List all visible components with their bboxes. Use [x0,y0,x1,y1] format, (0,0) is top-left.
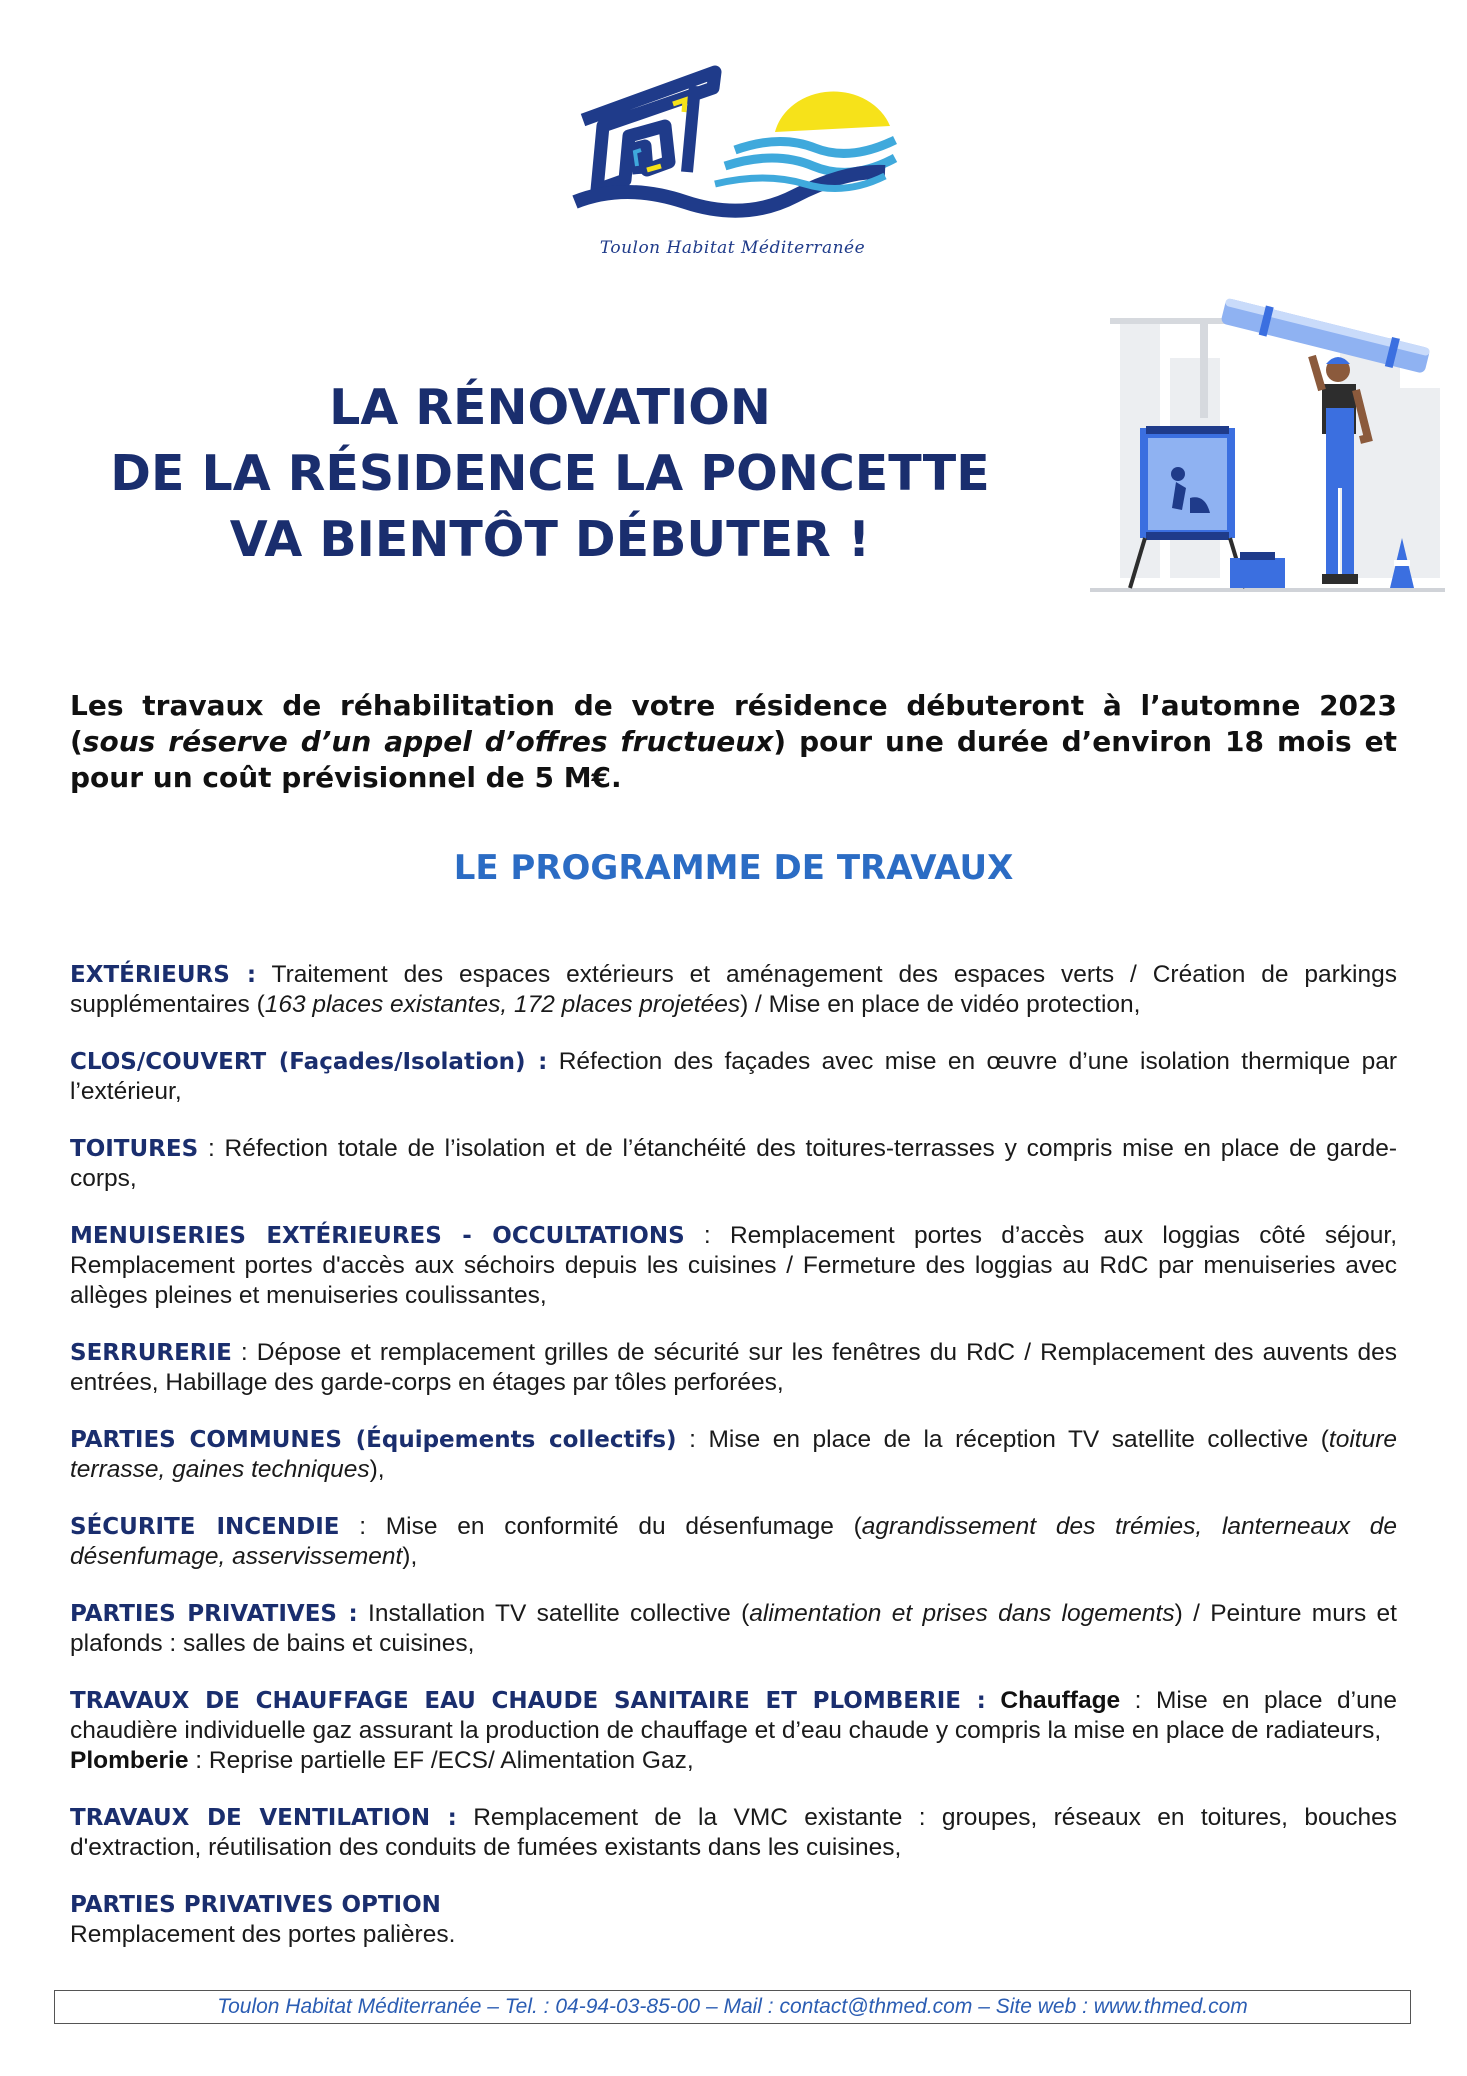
item-parties-privatives [70,1599,1397,1659]
item-serrurerie [70,1338,1397,1398]
intro-text-2: ) pour une durée d’environ 18 mois et pour un coût prévisionnel de 5 M€. [70,725,1397,794]
construction-worker-icon [1090,298,1445,608]
section-title: LE PROGRAMME DE TRAVAUX [453,848,1014,888]
item-text: ), [369,1456,385,1483]
item-label: PARTIES COMMUNES (Équipements collectifs) [70,1427,677,1453]
item-chauffage [70,1686,1397,1776]
item-label: SÉCURITE INCENDIE [70,1514,340,1540]
title-line-3: VA BIENTÔT DÉBUTER ! [229,511,871,568]
item-label: TOITURES [70,1136,199,1162]
item-label: TRAVAUX DE VENTILATION : [70,1805,457,1831]
item-exterieurs [70,960,1397,1020]
footer-contact: Toulon Habitat Méditerranée – Tel. : 04-94-03-85-00 – Mail : contact@thmed.com – Site web : www.thmed.com [54,1990,1411,2024]
item-text: Réfection des façades avec mise en œuvre d’une isolation thermique par l’extérieur, [70,1048,1398,1105]
item-text: : Remplacement portes d’accès aux loggias côté séjour, Remplacement portes d'accès aux séchoirs depuis les cuisines / Fermeture des loggias au RdC par menuiseries avec allèges pleines et menuiseries coulissantes, [70,1222,1398,1309]
item-text: ) / Mise en place de vidéo protection, [740,991,1141,1018]
works-list [70,960,1397,1977]
item-sublabel: Chauffage [985,1687,1121,1714]
logo-caption: Toulon Habitat Méditerranée [599,238,866,258]
item-label: TRAVAUX DE CHAUFFAGE EAU CHAUDE SANITAIRE ET PLOMBERIE : [70,1688,986,1714]
item-label: EXTÉRIEURS : [70,962,257,988]
item-text: : Réfection totale de l’isolation et de l’étanchéité des toitures-terrasses y compris mise en place de garde-corps, [70,1135,1397,1192]
item-label: MENUISERIES EXTÉRIEURES - OCCULTATIONS [70,1223,685,1249]
item-text: Traitement des espaces extérieurs et aménagement des espaces verts / Création de parkings supplémentaires ( [70,961,1397,1018]
item-text: ) / Peinture murs et plafonds : salles de bains et cuisines, [70,1600,1397,1657]
construction-worker-illustration [1090,298,1445,608]
page-title [80,375,1020,573]
item-ventilation [70,1803,1397,1863]
item-text: Remplacement de la VMC existante : groupes, réseaux en toitures, bouches d'extraction, réutilisation des conduits de fumées existants dans les cuisines, [70,1804,1397,1861]
item-parties-communes [70,1425,1397,1485]
intro-text-1: Les travaux de réhabilitation de votre résidence débuteront à l’automne 2023 ( [70,689,1397,758]
item-italic: agrandissement des trémies, lanterneaux de désenfumage, asservissement [70,1513,1398,1570]
item-text: : Reprise partielle EF /ECS/ Alimentation Gaz, [188,1747,694,1774]
item-label: SERRURERIE [70,1340,232,1366]
item-option [70,1890,1397,1950]
item-italic: alimentation et prises dans logements [749,1600,1175,1627]
thm-logo [565,62,900,272]
intro-paragraph [70,688,1397,796]
item-securite-incendie [70,1512,1397,1572]
title-line-2: DE LA RÉSIDENCE LA PONCETTE [110,445,990,502]
item-text: : Mise en place de la réception TV satellite collective ( [676,1426,1329,1453]
item-italic: toiture terrasse, gaines techniques [70,1426,1397,1483]
item-label: PARTIES PRIVATIVES OPTION [70,1892,441,1918]
item-sublabel: Plomberie [70,1747,189,1774]
item-italic: 163 places existantes, 172 places projetées [264,991,741,1018]
item-text: : Mise en conformité du désenfumage ( [339,1513,862,1540]
item-menuiseries [70,1221,1397,1311]
title-line-1: LA RÉNOVATION [329,379,771,436]
thm-logo-icon [565,62,900,237]
item-clos-couvert [70,1047,1397,1107]
item-label: CLOS/COUVERT (Façades/Isolation) : [70,1049,548,1075]
item-toitures [70,1134,1397,1194]
item-text: : Dépose et remplacement grilles de sécurité sur les fenêtres du RdC / Remplacement des auvents des entrées, Habillage des garde-corps en étages par tôles perforées, [70,1339,1397,1396]
item-label: PARTIES PRIVATIVES : [70,1601,358,1627]
item-text: ), [402,1543,418,1570]
intro-italic: sous réserve d’un appel d’offres fructueux [82,725,774,758]
item-text: : Mise en place d’une chaudière individuelle gaz assurant la production de chauffage et d’eau chaude y compris la mise en place de radiateurs, [70,1687,1397,1744]
item-text: Remplacement des portes palières. [70,1921,456,1948]
item-text: Installation TV satellite collective ( [357,1600,750,1627]
